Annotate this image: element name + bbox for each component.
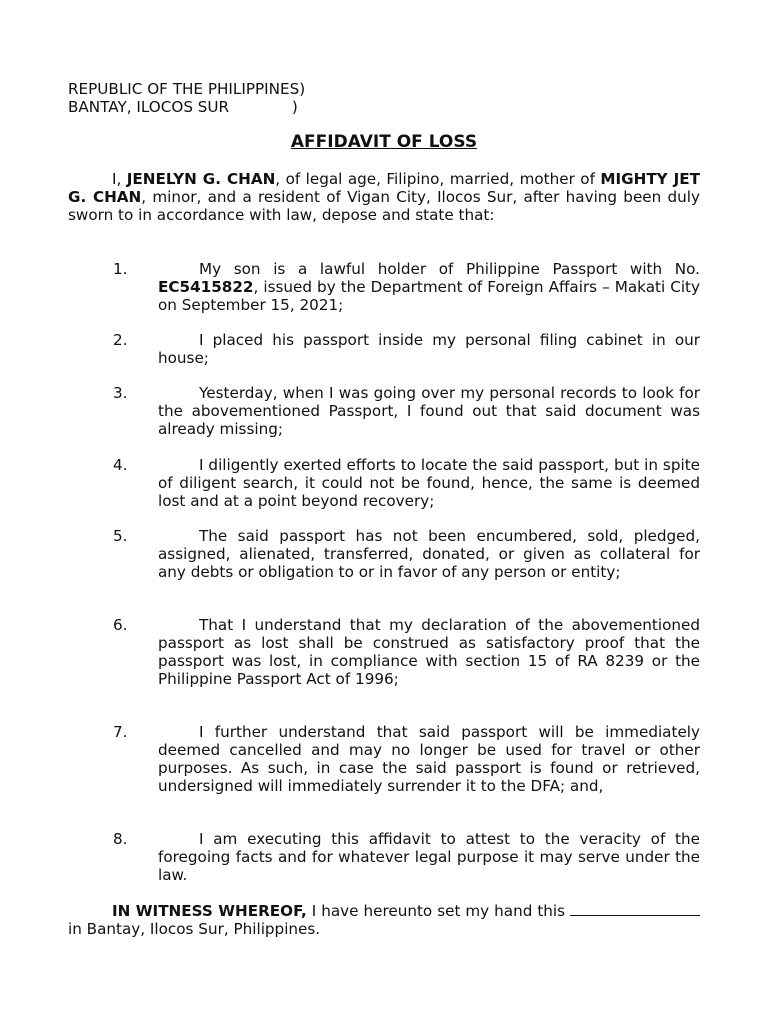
intro-text-1: I, [112, 170, 127, 188]
document-title: AFFIDAVIT OF LOSS [290, 132, 478, 152]
witness-paragraph [68, 902, 700, 938]
item-text: The said passport has not been encumbered, sold, pledged, assigned, alienated, transferred, donated, or given as collateral for any debts or obligation to or in favor of any person or entity; [158, 527, 700, 581]
item-text: Yesterday, when I was going over my personal records to look for the abovementioned Passport, I found out that said document was already missing; [158, 384, 700, 438]
passport-number: EC5415822 [158, 278, 254, 296]
item-number: 3. [113, 384, 128, 402]
minor-name: MIGHTY JET G. CHAN [68, 170, 700, 206]
witness-text-1: I have hereunto set my hand this [306, 902, 571, 920]
item-number: 8. [113, 830, 128, 848]
item-number: 1. [113, 260, 128, 278]
intro-text-2: , of legal age, Filipino, married, mother of [275, 170, 601, 188]
item-text: I diligently exerted efforts to locate the said passport, but in spite of diligent search, it could not be found, hence, the same is deemed lost and at a point beyond recovery; [158, 456, 700, 510]
item-text [158, 260, 700, 314]
item-text: I placed his passport inside my personal filing cabinet in our house; [158, 331, 700, 367]
item-text: I am executing this affidavit to attest to the veracity of the foregoing facts and for whatever legal purpose it may serve under the law. [158, 830, 700, 884]
witness-text-2: in Bantay, Ilocos Sur, Philippines. [68, 920, 321, 938]
item-text-post: , issued by the Department of Foreign Affairs – Makati City on September 15, 2021; [158, 278, 700, 314]
item-number: 4. [113, 456, 128, 474]
intro-text-3: , minor, and a resident of Vigan City, Ilocos Sur, after having been duly sworn to in accordance with law, depose and state that: [68, 188, 700, 224]
venue-line-2: BANTAY, ILOCOS SUR ) [68, 98, 298, 116]
venue-block [68, 80, 305, 116]
item-text-pre: My son is a lawful holder of Philippine Passport with No. [199, 260, 700, 278]
item-number: 5. [113, 527, 128, 545]
witness-lead: IN WITNESS WHEREOF, [112, 902, 307, 920]
date-blank-line [570, 902, 700, 916]
item-number: 6. [113, 616, 128, 634]
intro-paragraph [68, 170, 700, 224]
item-number: 7. [113, 723, 128, 741]
item-text: That I understand that my declaration of the abovementioned passport as lost shall be construed as satisfactory proof that the passport was lost, in compliance with section 15 of RA 8239 or the Philippine Passport Act of 1996; [158, 616, 700, 688]
item-text: I further understand that said passport will be immediately deemed cancelled and may no longer be used for travel or other purposes. As such, in case the said passport is found or retrieved, undersigned will immediately surrender it to the DFA; and, [158, 723, 700, 795]
venue-line-1: REPUBLIC OF THE PHILIPPINES) [68, 80, 306, 98]
affiant-name: JENELYN G. CHAN [126, 170, 276, 188]
item-number: 2. [113, 331, 128, 349]
